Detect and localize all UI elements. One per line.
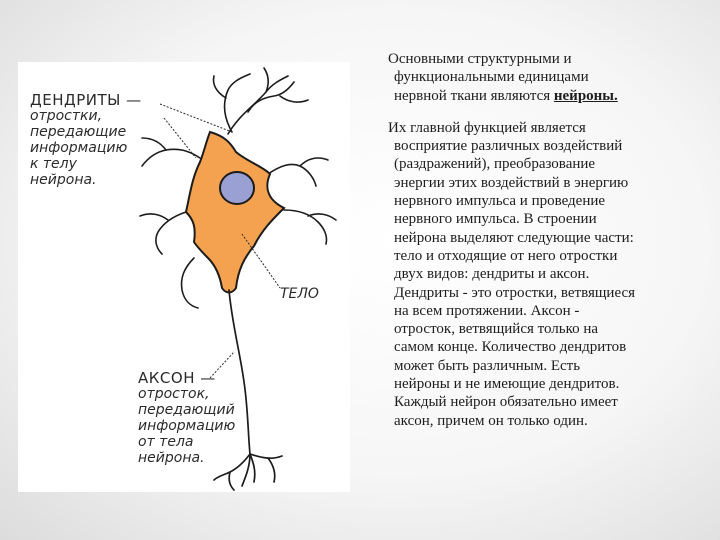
dendrites-label-line: отростки, [30, 108, 103, 124]
function-paragraph [388, 119, 713, 430]
text-line: нервного импульса. В строении [394, 211, 597, 228]
text-line: отросток, ветвящийся только на [394, 321, 599, 338]
axon-label-line: информацию [138, 418, 236, 434]
text-line: восприятие различных воздействий [394, 138, 623, 155]
text-fragment: нервной ткани являются [394, 87, 554, 104]
dendrites-label-title: ДЕНДРИТЫ — [30, 91, 142, 109]
text-line: двух видов: дендриты и аксон. [394, 266, 590, 283]
axon-label-line: от тела [138, 434, 194, 450]
body-label [280, 286, 319, 302]
text-line: Основными структурными и [388, 51, 572, 67]
text-line: Дендриты - это отростки, ветвящиеся [394, 284, 636, 301]
text-line: нейроны и не имеющие дендритов. [394, 376, 620, 393]
neuron-figure-panel [18, 62, 350, 492]
axon-label-line: передающий [138, 402, 235, 418]
text-line: на всем протяжении. Аксон - [394, 302, 580, 319]
body-text [388, 50, 713, 430]
axon-label-title: АКСОН — [138, 369, 216, 387]
text-line: (раздражений), преобразование [394, 156, 596, 173]
nucleus [220, 172, 254, 204]
body-label-text: ТЕЛО [280, 286, 319, 302]
text-line: тело и отходящие от него отростки [394, 247, 618, 264]
dendrites-label-line: передающие [30, 124, 127, 140]
axon-label-line: нейрона. [138, 450, 205, 466]
text-line: энергии этих воздействий в энергию [394, 174, 629, 191]
intro-paragraph [388, 50, 713, 105]
dendrites-label-line: к телу [30, 156, 77, 172]
dendrites-label-line: нейрона. [30, 172, 97, 188]
neurons-emphasis: нейроны. [553, 87, 618, 104]
text-line [388, 87, 713, 105]
dendrites-label [30, 92, 142, 188]
text-line: может быть различным. Есть [394, 357, 581, 374]
axon-label [138, 370, 235, 466]
text-line: функциональными единицами [394, 69, 589, 86]
text-line: Их главной функцией является [388, 119, 586, 136]
text-line: Каждый нейрон обязательно имеет [394, 394, 618, 411]
dendrites-label-line: информацию [30, 140, 128, 156]
text-line: самом конце. Количество дендритов [394, 339, 627, 356]
axon-label-line: отросток, [138, 386, 210, 402]
cell-body [186, 132, 284, 293]
text-line: аксон, причем он только один. [394, 412, 588, 429]
text-line: нервного импульса и проведение [394, 193, 606, 210]
text-line: нейрона выделяют следующие части: [394, 229, 634, 246]
